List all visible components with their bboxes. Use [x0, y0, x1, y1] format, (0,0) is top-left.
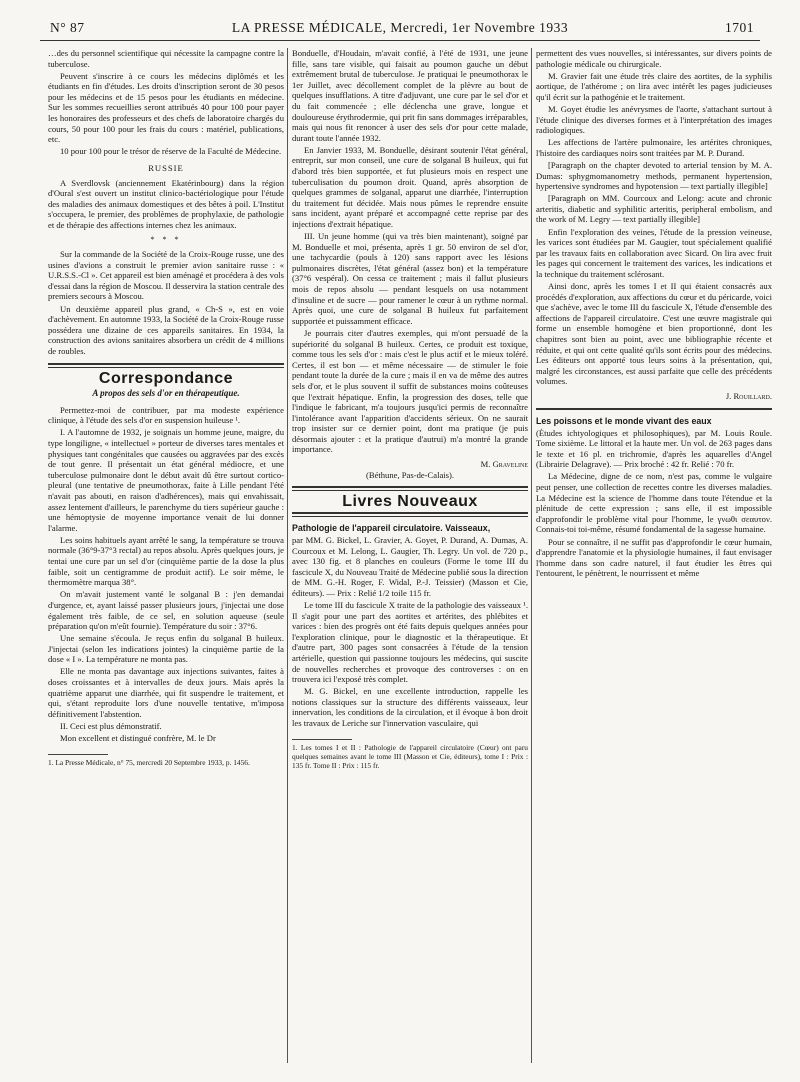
paragraph: III. Un jeune homme (qui va très bien maintenant), soigné par M. Bonduelle et moi, présenta, après 1 gr. 50 environ de sel d'or, une tachycardie (pouls à 120) sans rapport avec les lésions pulmonaires discrètes, l'état général (assez bon) et la température (37°6 vespéral). On cessa ce traitement ; mais il fallut plusieurs mois de repos absolu — pendant lesquels on usa notamment d'insuline et de sucre — pour ramener le cœur à un rythme normal. Après quoi, une cure de solganal B huileux fut parfaitement supportée et puissamment efficace. — [292, 231, 528, 326]
paragraph: On m'avait justement vanté le solganal B : j'en demandai d'urgence, et, ayant laissé passer plusieurs jours, j'injectai une dose également très faible, de ce sel, en solution aqueuse (seule préparation qu'on m'eût fournie). Température du soir : 37°6. — [48, 589, 284, 632]
paragraph: Permettez-moi de contribuer, par ma modeste expérience clinique, à l'étude des sels d'or en suspension huileuse ¹. — [48, 404, 284, 426]
column-divider — [531, 48, 532, 1063]
paragraph: Mon excellent et distingué confrère, M. le Dr — [60, 733, 216, 744]
section-rule — [292, 486, 528, 491]
paragraph: Un deuxième appareil plus grand, « Ch-S », est en voie d'achèvement. En automne 1933, la Société de la Croix-Rouge russe possédera une dizaine de ces appareils sanitaires. En 1934, la construction des avions sanitaires absorbera un crédit de 4 millions de roubles. — [48, 303, 284, 356]
journal-title: LA PRESSE MÉDICALE, Mercredi, 1er Novembre 1933 — [231, 20, 569, 35]
paragraph: M. Goyet étudie les anévrysmes de l'aorte, s'attachant surtout à l'étude clinique des diverses formes et à l'interprétation des images radiologiques. — [536, 103, 772, 136]
paragraph: Sur la commande de la Société de la Croix-Rouge russe, une des usines d'avions a construit le premier avion sanitaire russe : « U.R.S.S.-Cl ». Cet appareil est bien aménagé et procédera à des vols d'essai dans la région de Moscou. Il desservira la station centrale des premiers secours à Moscou. — [48, 249, 284, 302]
paragraph: Bonduelle, d'Houdain, m'avait confié, à l'été de 1931, une jeune fille, sans tare visible, qui faisait au poumon gauche un début extrêmement brutal de tuberculose. Je pratiquai le pneumothorax le 1er Juillet, avec décollement complet de la plèvre au bout de quelques insufflations. A titre d'adjuvant, une cure par le sel d'or et du fait commencée ; elle déclencha une grave, longue et douloureuse érythrodermie, qui prit fin sans dommages irréparables, mais qui nous fit renoncer à user des sels d'or pour cette malade, durant toute l'année 1932. — [292, 48, 528, 143]
paragraph: La Médecine, digne de ce nom, n'est pas, comme le vulgaire peut penser, une collection de recettes contre les diverses maladies. La Médecine est la science de l'homme dans toute l'étendue et la plénitude de cette expression ; sans elle, il est impossible d'approfondir le problème vital pour l'homme, le γνωθι σεαυτον. Connais-toi toi-même, résumé fondamental de la sagesse humaine. — [536, 471, 772, 535]
footnote: 1. Les tomes I et II : Pathologie de l'appareil circulatoire (Cœur) ont paru quelques semaines avant le tome III (Masson et Cie, éditeurs), tome I : Prix : 135 fr. Tome II : Prix : 115 fr. — [292, 742, 528, 770]
paragraph: …des du personnel scientifique qui nécessite la campagne contre la tuberculose. — [48, 48, 284, 69]
issue-number: N° 87 — [50, 20, 85, 35]
paragraph: Elle ne monta pas davantage aux injections suivantes, faites à doses croissantes et à intervalles de deux jours. Mais après la quatrième apparut une diarrhée, qui fit suspendre le traitement, et qui, s'étant reproduite lors d'une nouvelle tentative, m'imposa définitivement l'abstention. — [48, 666, 284, 719]
livres-nouveaux-title: Livres Nouveaux — [342, 493, 478, 511]
page-header — [40, 16, 760, 38]
paragraph: Je pourrais citer d'autres exemples, qui m'ont persuadé de la supériorité du solganal B huileux. Certes, ce produit est toxique, comme tous les sels d'or : mais c'est le plus actif et le mieux toléré. Certes, il est bon — et même nécessaire — de stimuler le foie pendant toute la durée de la cure ; mais il en va de même des autres sels d'or, et le plus souvent il suffit de substances moins coûteuses que l'extrait hépatique. Enfin, la progression des doses, telle que l'indique le fabricant, m'a toujours jusqu'ici permis de reconnaître l'intolérance avant l'apparition d'accidents sérieux. On ne saurait trop insister sur ce dernier point, dont ma pratique (je puis désormais ajouter : et la pratique d'autrui) m'a montré la grande importance. — [292, 327, 528, 455]
paragraph: Enfin l'exploration des veines, l'étude de la pression veineuse, les varices sont étudiées par M. Gaugier, tout spécialement qualifié par les travaux faits en collaboration avec Sicard. On lira avec fruit les pages qui concernent le traitement des varices, les indications et la technique du traitement sclérosant. — [536, 226, 772, 279]
book-title: Les poissons et le monde vivant des eaux — [536, 415, 712, 426]
column-divider — [287, 48, 288, 1063]
column-2 — [292, 48, 528, 1068]
paragraph: II. Ceci est plus démonstratif. — [60, 720, 162, 731]
paragraph: Une semaine s'écoula. Je reçus enfin du solganal B huileux. J'injectai (selon les indications jointes) la cinquième partie de la dose « I ». La température ne monta pas. — [48, 633, 284, 665]
paragraph: Ainsi donc, après les tomes I et II qui étaient consacrés aux procédés d'exploration, aux affections du cœur et du péricarde, voici que s'achève, avec le tome III du fascicule X, l'étude d'ensemble des affections de l'appareil circulatoire. C'est une œuvre magistrale qui forme un ensemble homogène et bien proportionné, dont les chapitres sont bien au point, avec une bibliographie récente et réduite, et qui ont cette qualité qu'ils sont écrits pour des médecins. Les éditeurs ont apporté tous leurs soins à la présentation, qui, malgré les circonstances, est aussi parfaite que celle des précédents volumes. — [536, 280, 772, 387]
correspondance-title: Correspondance — [98, 369, 234, 387]
section-heading-russie: RUSSIE — [148, 162, 184, 173]
paragraph: Peuvent s'inscrire à ce cours les médecins diplômés et les étudiants en fin d'études. Les droits d'inscription seront de 30 pesos pour les médecins et de 15 pesos pour les étudiants en médecine. Sur les sommes recueillies seront attribués 40 pour 100 pour payer les honoraires des professeurs et des chefs de laboratoire chargés du cours, 50 pour 100 pour les frais du cours : matériel, publications, etc. — [48, 70, 284, 145]
paragraph: Les soins habituels ayant arrêté le sang, la température se trouva normale (36°9-37°3 rectal) au repos absolu. Après quelques jours, je tentai une cure par un sel d'or (cinquième partie de la dose la plus faible, soit un centigramme de produit actif). Le soir même, le thermomètre marqua 38°. — [48, 534, 284, 588]
book-reference: par MM. G. Bickel, L. Gravier, A. Goyet, P. Durand, A. Dumas, A. Courcoux et M. Lelong, L. Gaugier, Th. Legry. Un vol. de 720 p., avec 130 fig. et 8 planches en couleurs (Forme le tome III du fascicule X, du Nouveau Traité de Médecine publié sous la direction de MM. G.-H. Roger, F. Widal, P.-J. Teissier) (Masson et Cie, éditeurs). — Prix : Relié 1/2 toile 115 fr. — [292, 534, 528, 598]
footnote-rule — [48, 754, 108, 755]
paragraph: M. Gravier fait une étude très claire des aortites, de la syphilis aortique, de l'athérome ; on lira avec intérêt les pages judicieuses qu'il écrit sur la pathogénie et le traitement. — [536, 70, 772, 102]
section-rule — [292, 512, 528, 517]
paragraph: I. A l'automne de 1932, je soignais un homme jeune, maigre, du type longiligne, « intellectuel » porteur de diverses tares mentales et physiques tant congénitales que causées ou aggravées par des excès de tout genre. Il présentait un état général médiocre, et une tuberculose pulmonaire dont le début avait dû être surtout cortico-pleural (une tentative de pneumothorax, faite à Lille pendant l'été n'avait pas abouti, en raison d'adhérences), mais qui envahissait, assez lentement d'ailleurs, le parenchyme du tiers supérieur gauche : une hémoptysie de moyenne importance venait de lui donner l'alarme. — [48, 427, 284, 533]
header-rule — [40, 40, 760, 41]
footnote: 1. La Presse Médicale, n° 75, mercredi 20 Septembre 1933, p. 1456. — [48, 757, 250, 767]
column-3 — [536, 48, 772, 1068]
author-signature: M. Graveline — [480, 459, 528, 470]
correspondance-subtitle: A propos des sels d'or en thérapeutique. — [92, 388, 240, 399]
footnote-rule — [292, 739, 352, 740]
paragraph: Les affections de l'artère pulmonaire, les artérites chroniques, l'histoire des cardiaques noirs sont traitées par M. P. Durand. — [536, 137, 772, 158]
book-title: Pathologie de l'appareil circulatoire. Vaisseaux, — [292, 522, 491, 533]
page-number: 1701 — [725, 20, 754, 35]
paragraph: 10 pour 100 pour le trésor de réserve de la Faculté de Médecine. — [60, 146, 282, 157]
paragraph: permettent des vues nouvelles, si intéressantes, sur divers points de pathologie médicale ou chirurgicale. — [536, 48, 772, 69]
paragraph: [Paragraph on MM. Courcoux and Lelong: acute and chronic arteritis, diabetic and syphilitic arteritis, peripheral embolism, and the work of M. Legry — text partially illegible] — [536, 193, 772, 225]
section-rule — [536, 408, 772, 410]
paragraph: Le tome III du fascicule X traite de la pathologie des vaisseaux ¹. Il s'agit pour une part des aortites et artérites, des phlébites et varices : bien des progrès ont été faits depuis quelques années pour l'exploration clinique, pour le diagnostic et la thérapeutique. Et d'autre part, 300 pages sont consacrées à l'étude de la tension artérielle, question qui passionne toujours les médecins, qui suscite de nouvelles recherches et provoque des controverses : on en trouvera ici l'exposé très complet. — [292, 600, 528, 685]
paragraph: A Sverdlovsk (anciennement Ekatérinbourg) dans la région d'Oural s'est ouvert un institut clinico-bactériologique pour l'étude des maladies des animaux domestiques et des bêtes à poil. L'Institut s'occupera, le premier, des problèmes de prophylaxie, de pathologie et de thérapie des affections internes chez les animaux. — [48, 177, 284, 230]
author-location: (Béthune, Pas-de-Calais). — [365, 469, 455, 480]
reviewer-signature: J. Rouillard. — [725, 390, 772, 401]
paragraph: [Paragraph on the chapter devoted to arterial tension by M. A. Dumas: sphygmomanometry methods, permanent hypertension, hypertensive syndromes and hypotension — text partially illegible] — [536, 159, 772, 192]
column-1 — [48, 48, 284, 1068]
section-rule — [48, 363, 284, 368]
paragraph: En Janvier 1933, M. Bonduelle, désirant soutenir l'état général, entreprit, sur mon conseil, une cure de solganal B huileux, qui fut d'abord très bien supportée, et fut plusieurs mois en respect une tuberculisation du poumon droit. Quand, après absorption de quelques grammes de solganal, apparut une diarrhée, l'interruption du traitement fut décidée. Mais nous pûmes le reprendre ensuite sans incident, ayant préparé et accompagné cette reprise par des injections d'extrait hépatique. — [292, 144, 528, 229]
paragraph: Pour se connaître, il ne suffit pas d'approfondir le cœur humain, d'apprendre l'anatomie et la physiologie humaines, il faut envisager l'homme dans son cadre naturel, il faut étudier les êtres qui l'entourent, le pénètrent, le nourrissent et même — [536, 536, 772, 579]
paragraph: M. G. Bickel, en une excellente introduction, rappelle les notions classiques sur la structure des différents vaisseaux, leur innervation, les conditions de la circulation, et il évoque à bon droit les travaux de Leriche sur l'innervation vasculaire, qui — [292, 686, 528, 729]
book-reference: (Études ichtyologiques et philosophiques), par M. Louis Roule. Tome sixième. Le littoral et la haute mer. Un vol. de 263 pages dans le texte et 16 pl. en trichromie, d'après les aquarelles d'Angel (Librairie Delagrave). — Prix broché : 42 fr. Relié : 70 fr. — [536, 427, 772, 470]
section-separator: * * * — [150, 234, 182, 244]
